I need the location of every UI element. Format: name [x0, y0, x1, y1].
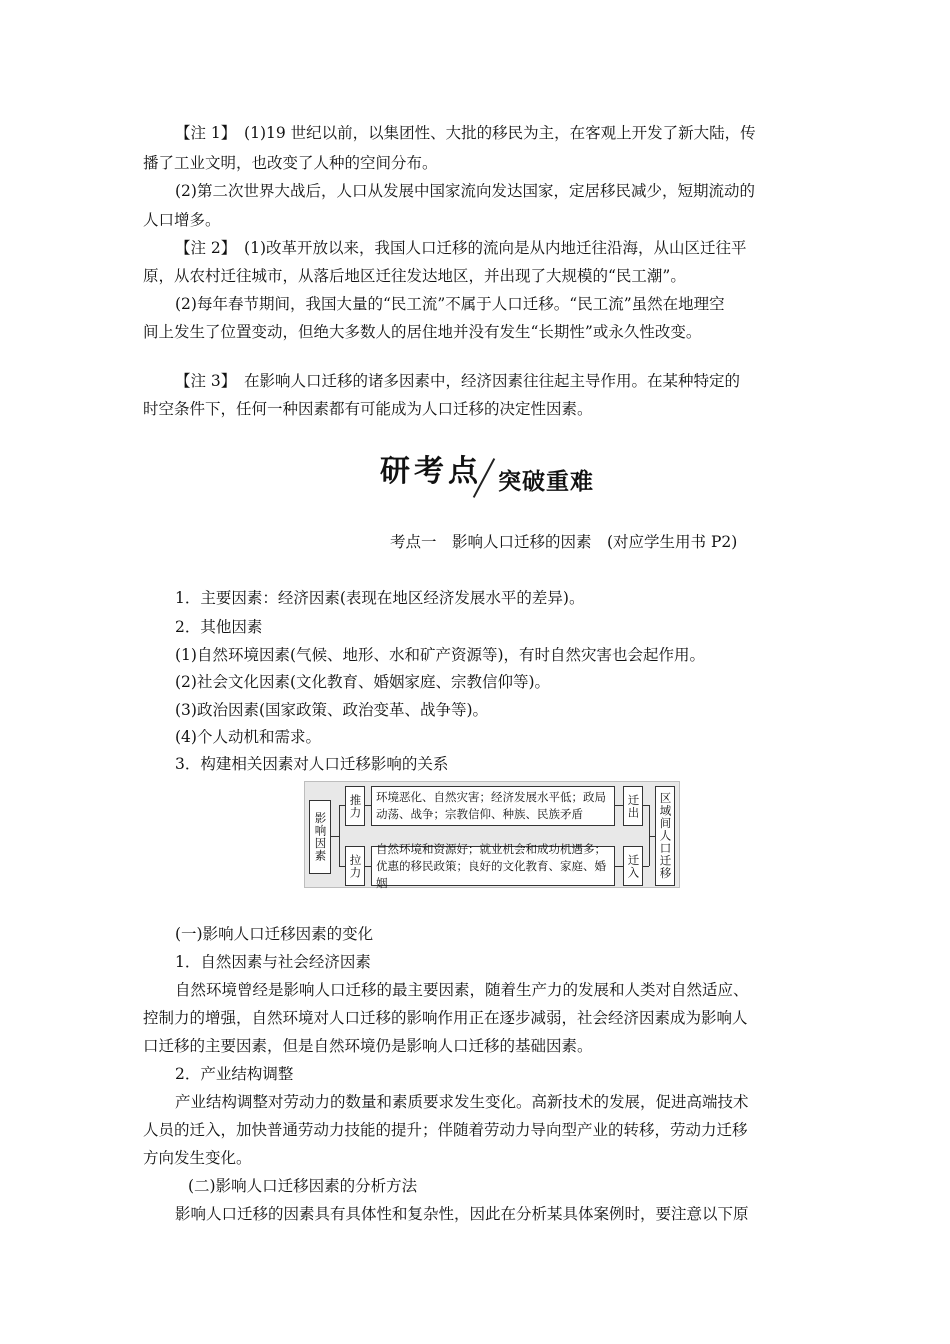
factor-item-2: 2．其他因素	[175, 618, 263, 636]
methods-line1: 影响人口迁移的因素具有具体性和复杂性，因此在分析某具体案例时，要注意以下原	[175, 1205, 749, 1223]
diagram-push-box: 推力	[345, 786, 365, 826]
changes-heading: (一)影响人口迁移因素的变化	[175, 925, 374, 943]
diagram-out-box: 迁出	[623, 786, 643, 826]
note1-line4: 人口增多。	[143, 211, 221, 229]
note2-line4: 间上发生了位置变动，但绝大多数人的居住地并没有发生“长期性”或永久性改变。	[143, 323, 702, 341]
section-banner	[380, 452, 620, 502]
diagram-pull-box: 拉力	[345, 846, 365, 886]
factor-sub-2: (2)社会文化因素(文化教育、婚姻家庭、宗教信仰等)。	[175, 673, 551, 691]
note2-line1: 【注 2】 (1)改革开放以来，我国人口迁移的流向是从内地迁往沿海，从山区迁往平	[175, 239, 747, 257]
factor-sub-4: (4)个人动机和需求。	[175, 728, 321, 746]
changes-p2-line1: 产业结构调整对劳动力的数量和素质要求发生变化。高新技术的发展，促进高端技术	[175, 1093, 749, 1111]
diagram-result-box: 区域间人口迁移	[655, 786, 675, 886]
note3-line1: 【注 3】 在影响人口迁移的诸多因素中，经济因素往往起主导作用。在某种特定的	[175, 372, 741, 390]
diagram-in-box: 迁入	[623, 846, 643, 886]
banner-sub: 突破重难	[498, 469, 594, 495]
note1-line2: 播了工业文明，也改变了人种的空间分布。	[143, 154, 438, 172]
note1-line1: 【注 1】 (1)19 世纪以前，以集团性、大批的移民为主，在客观上开发了新大陆，传	[175, 124, 756, 142]
diagram-factors-box: 影响因素	[309, 800, 331, 874]
factor-sub-3: (3)政治因素(国家政策、政治变革、战争等)。	[175, 701, 489, 719]
changes-p1-line1: 自然环境曾经是影响人口迁移的最主要因素，随着生产力的发展和人类对自然适应、	[175, 981, 749, 999]
note2-line3: (2)每年春节期间，我国大量的“民工流”不属于人口迁移。“民工流”虽然在地理空	[175, 295, 725, 313]
note1-line3: (2)第二次世界大战后，人口从发展中国家流向发达国家，定居移民减少，短期流动的	[175, 182, 755, 200]
changes-p1-title: 1．自然因素与社会经济因素	[175, 953, 371, 971]
connector	[339, 805, 340, 866]
factor-sub-1: (1)自然环境因素(气候、地形、水和矿产资源等)，有时自然灾害也会起作用。	[175, 646, 706, 664]
connector	[331, 836, 339, 837]
diagram-push-text: 环境恶化、自然灾害；经济发展水平低；政局动荡、战争；宗教信仰、种族、民族矛盾	[371, 786, 615, 826]
factor-item-3: 3．构建相关因素对人口迁移影响的关系	[175, 755, 449, 773]
changes-p2-line2: 人员的迁入，加快普通劳动力技能的提升；伴随着劳动力导向型产业的转移，劳动力迁移	[143, 1121, 748, 1139]
changes-p2-line3: 方向发生变化。	[143, 1149, 252, 1167]
migration-factor-diagram	[304, 781, 680, 888]
changes-p2-title: 2．产业结构调整	[175, 1065, 294, 1083]
factor-item-1: 1．主要因素：经济因素(表现在地区经济发展水平的差异)。	[175, 589, 585, 607]
banner-main: 研考点	[380, 454, 482, 489]
diagram-pull-text: 自然环境和资源好；就业机会和成功机遇多；优惠的移民政策；良好的文化教育、家庭、婚姻	[371, 846, 615, 886]
arrow	[615, 866, 623, 867]
methods-heading: (二)影响人口迁移因素的分析方法	[188, 1177, 418, 1195]
changes-p1-line3: 口迁移的主要因素，但是自然环境仍是影响人口迁移的基础因素。	[143, 1037, 593, 1055]
connector	[643, 866, 649, 867]
section-title: 考点一 影响人口迁移的因素 (对应学生用书 P2)	[390, 533, 738, 551]
arrow	[615, 805, 623, 806]
note2-line2: 原，从农村迁往城市，从落后地区迁往发达地区，并出现了大规模的“民工潮”。	[143, 267, 686, 285]
changes-p1-line2: 控制力的增强，自然环境对人口迁移的影响作用正在逐步减弱，社会经济因素成为影响人	[143, 1009, 748, 1027]
note3-line2: 时空条件下，任何一种因素都有可能成为人口迁移的决定性因素。	[143, 400, 593, 418]
